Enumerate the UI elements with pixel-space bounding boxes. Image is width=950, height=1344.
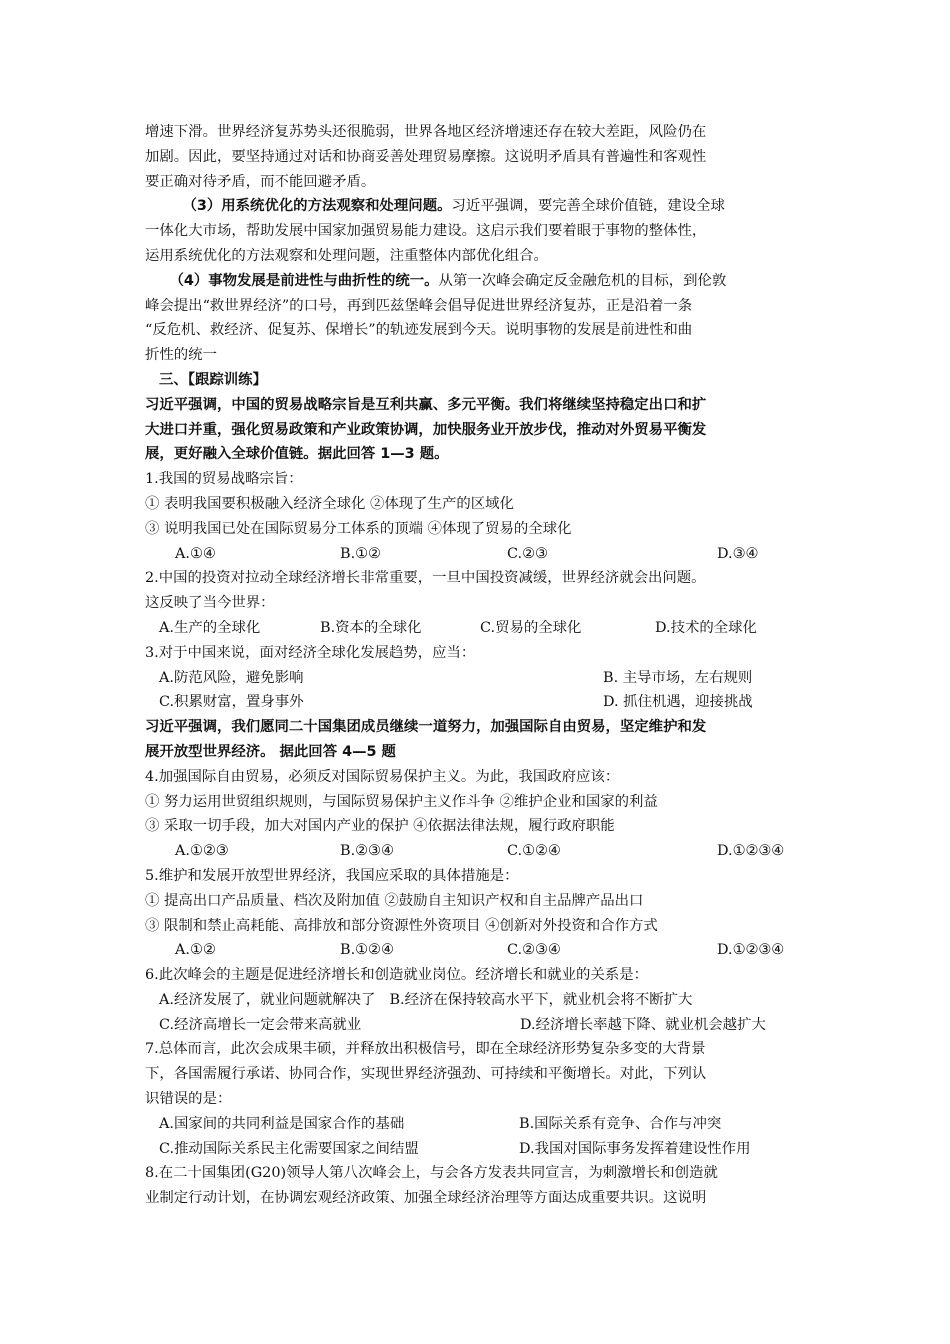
option-b: B.资本的全球化 xyxy=(320,619,422,636)
option-a: A.国家间的共同利益是国家合作的基础 xyxy=(159,1115,405,1132)
point4-line: 峰会提出“救世界经济”的口号，再到匹兹堡峰会倡导促进世界经济复苏，正是沿着一条 xyxy=(145,297,693,314)
point4-line: 折性的统一 xyxy=(145,347,217,364)
option-d: D.①②③④ xyxy=(717,843,785,860)
material-line: 习近平强调，中国的贸易战略宗旨是互利共赢、多元平衡。我们将继续坚持稳定出口和扩 xyxy=(145,396,707,413)
option-b: B. 主导市场，左右规则 xyxy=(603,669,753,686)
question-stem: 6.此次峰会的主题是促进经济增长和创造就业岗位。经济增长和就业的关系是： xyxy=(145,967,649,984)
option-b: B.②③④ xyxy=(340,843,394,860)
question-options xyxy=(145,988,810,1013)
question-options xyxy=(145,839,810,864)
question-stem: 识错误的是： xyxy=(145,1091,232,1108)
option-a: A.生产的全球化 xyxy=(159,619,261,636)
option-c: C.贸易的全球化 xyxy=(480,619,582,636)
material-line: 展，更好融入全球价值链。据此回答 1—3 题。 xyxy=(145,446,449,463)
question-options xyxy=(145,938,810,963)
question-stem: 3.对于中国来说，面对经济全球化发展趋势，应当： xyxy=(145,644,476,661)
option-b: B.经济在保持较高水平下，就业机会将不断扩大 xyxy=(389,991,693,1008)
option-b: B.国际关系有竞争、合作与冲突 xyxy=(519,1115,722,1132)
option-a: A.①② xyxy=(175,942,216,959)
question-stem: 下，各国需履行承诺、协同合作，实现世界经济强劲、可持续和平衡增长。对此，下列认 xyxy=(145,1066,707,1083)
question-options xyxy=(145,616,810,641)
option-d: D.①②③④ xyxy=(717,942,785,959)
option-b: B.①②④ xyxy=(340,942,394,959)
option-d: D.③④ xyxy=(717,545,759,562)
question-stem: 7.总体而言，此次会成果丰硕，并释放出积极信号，即在全球经济形势复杂多变的大背景 xyxy=(145,1041,706,1058)
material-line: 展开放型世界经济。 据此回答 4—5 题 xyxy=(145,743,396,760)
point4-text: 从第一次峰会确定反金融危机的目标，到伦敦 xyxy=(438,272,727,289)
intro-line: 增速下滑。世界经济复苏势头还很脆弱，世界各地区经济增速还存在较大差距，风险仍在 xyxy=(145,124,707,140)
option-d: D.技术的全球化 xyxy=(655,619,757,636)
question-stem: 业制定行动计划，在协调宏观经济政策、加强全球经济治理等方面达成重要共识。这说明 xyxy=(145,1190,707,1207)
option-c: C.①②④ xyxy=(507,843,561,860)
question-item: ③ 说明我国已处在国际贸易分工体系的顶端 ④体现了贸易的全球化 xyxy=(145,520,572,537)
document-page xyxy=(145,120,810,1211)
question-item: ① 表明我国要积极融入经济全球化 ②体现了生产的区域化 xyxy=(145,495,514,512)
question-item: ① 努力运用世贸组织规则，与国际贸易保护主义作斗争 ②维护企业和国家的利益 xyxy=(145,793,658,810)
question-stem: 8.在二十国集团(G20)领导人第八次峰会上，与会各方发表共同宣言，为刺激增长和创造就 xyxy=(145,1165,718,1182)
question-options xyxy=(145,1137,810,1162)
option-d: D.我国对国际事务发挥着建设性作用 xyxy=(519,1140,751,1157)
point3-heading: （3）用系统优化的方法观察和处理问题。 xyxy=(182,198,452,215)
point3-line: 一体化大市场，帮助发展中国家加强贸易能力建设。这启示我们要着眼于事物的整体性， xyxy=(145,223,707,240)
option-c: C.推动国际关系民主化需要国家之间结盟 xyxy=(159,1140,419,1157)
section-title: 三、【跟踪训练】 xyxy=(159,371,267,388)
question-options xyxy=(145,542,810,567)
point3-line: 运用系统优化的方法观察和处理问题，注重整体内部优化组合。 xyxy=(145,247,548,264)
option-c: C.经济高增长一定会带来高就业 xyxy=(159,1016,362,1033)
point4-line xyxy=(145,269,810,294)
question-stem: 5.维护和发展开放型世界经济，我国应采取的具体措施是： xyxy=(145,867,519,884)
material-line: 习近平强调，我们愿同二十国集团成员继续一道努力，加强国际自由贸易，坚定维护和发 xyxy=(145,719,707,736)
option-d: D. 抓住机遇，迎接挑战 xyxy=(603,694,753,711)
option-b: B.①② xyxy=(340,545,381,562)
point4-heading: （4）事物发展是前进性与曲折性的统一。 xyxy=(169,272,439,289)
option-c: C.②③④ xyxy=(507,942,561,959)
question-stem: 2.中国的投资对拉动全球经济增长非常重要，一旦中国投资减缓，世界经济就会出问题。 xyxy=(145,570,706,587)
question-options xyxy=(145,666,810,691)
option-a: A.①②③ xyxy=(175,843,229,860)
option-c: C.②③ xyxy=(507,545,548,562)
option-a: A.①④ xyxy=(175,545,216,562)
question-options xyxy=(145,690,810,715)
question-options xyxy=(145,1013,810,1038)
option-d: D.经济增长率越下降、就业机会越扩大 xyxy=(520,1016,766,1033)
intro-line: 要正确对待矛盾，而不能回避矛盾。 xyxy=(145,173,376,190)
intro-line: 加剧。因此，要坚持通过对话和协商妥善处理贸易摩擦。这说明矛盾具有普遍性和客观性 xyxy=(145,148,707,165)
question-options xyxy=(145,1112,810,1137)
material-line: 大进口并重，强化贸易政策和产业政策协调，加快服务业开放步伐，推动对外贸易平衡发 xyxy=(145,421,707,438)
option-a: A.防范风险，避免影响 xyxy=(159,669,304,686)
option-a: A.经济发展了，就业问题就解决了 xyxy=(159,991,376,1008)
option-c: C.积累财富，置身事外 xyxy=(159,694,304,711)
question-stem: 4.加强国际自由贸易，必须反对国际贸易保护主义。为此，我国政府应该： xyxy=(145,768,620,785)
question-stem: 这反映了当今世界： xyxy=(145,595,275,612)
question-item: ③ 采取一切手段，加大对国内产业的保护 ④依据法律法规，履行政府职能 xyxy=(145,818,615,835)
question-stem: 1.我国的贸易战略宗旨： xyxy=(145,471,303,488)
question-item: ③ 限制和禁止高耗能、高排放和部分资源性外资项目 ④创新对外投资和合作方式 xyxy=(145,917,658,934)
point4-line: “反危机、救经济、促复苏、保增长”的轨迹发展到今天。说明事物的发展是前进性和曲 xyxy=(145,322,693,339)
point3-text: 习近平强调，要完善全球价值链，建设全球 xyxy=(451,198,725,215)
question-item: ① 提高出口产品质量、档次及附加值 ②鼓励自主知识产权和自主品牌产品出口 xyxy=(145,892,644,909)
point3-line xyxy=(145,194,810,219)
